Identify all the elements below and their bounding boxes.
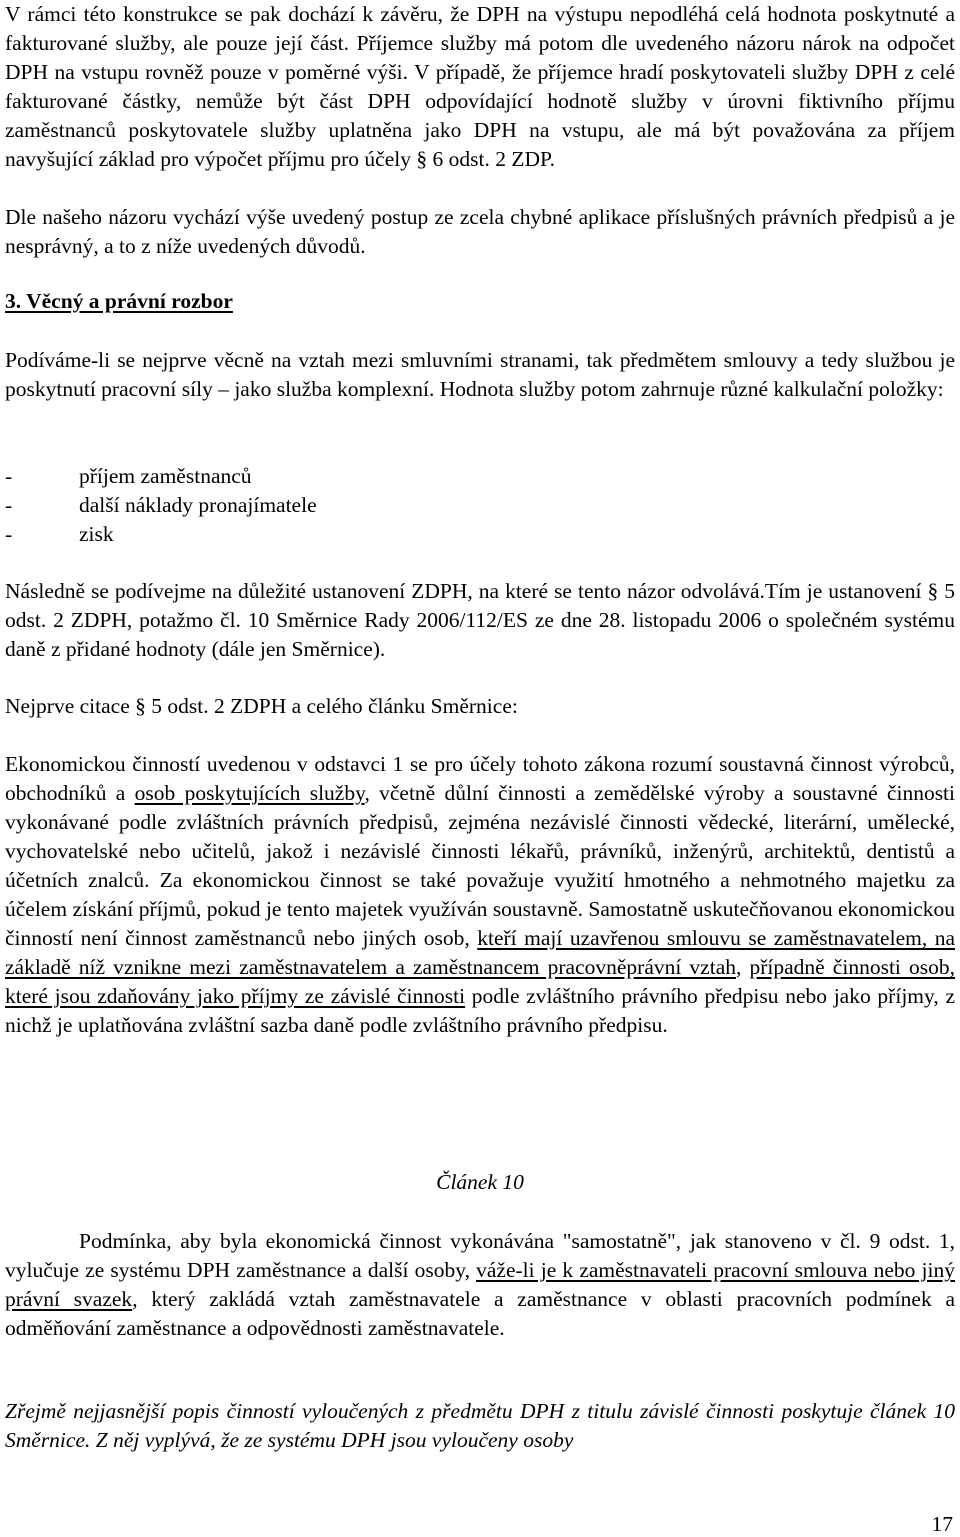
- paragraph-analysis: [5, 346, 955, 404]
- paragraph-law-quote: [5, 750, 955, 1040]
- page-number: 17: [931, 1512, 953, 1536]
- paragraph-citation-intro-text: Nejprve citace § 5 odst. 2 ZDPH a celého článku Směrnice:: [5, 694, 518, 718]
- list-dash: -: [5, 493, 13, 517]
- paragraph-citation-intro: [5, 692, 955, 721]
- list-item: [5, 520, 605, 549]
- list-dash: -: [5, 464, 13, 488]
- paragraph-analysis-text: Podíváme-li se nejprve věcně na vztah mezi smluvními stranami, tak předmětem smlouvy a tedy službou je poskytnutí pracovní síly – jako služba komplexní. Hodnota služby potom zahrnuje různé kalkulační položky:: [5, 348, 955, 401]
- paragraph-conclusion: [5, 1397, 955, 1455]
- law-quote-underline-3: případně činnosti osob, které jsou zdaňovány jako příjmy ze závislé činnosti: [5, 955, 955, 1008]
- article-10-underline: váže-li je k zaměstnavateli pracovní smlouva nebo jiný právní svazek: [5, 1258, 955, 1311]
- paragraph-provision-text: Následně se podívejme na důležité ustanovení ZDPH, na které se tento názor odvolává.Tím je ustanovení § 5 odst. 2 ZDPH, potažmo čl. 10 Směrnice Rady 2006/112/ES ze dne 28. listopadu 2006 o společném systému daně z přidané hodnoty (dále jen Směrnice).: [5, 579, 955, 661]
- law-quote-part-d: podle zvláštního právního předpisu nebo jako příjmy, z nichž je uplatňována zvláštní sazba daně podle zvláštního právního předpisu.: [5, 984, 955, 1037]
- list-item: [5, 462, 605, 491]
- paragraph-opinion-text: Dle našeho názoru vychází výše uvedený postup ze zcela chybné aplikace příslušných právních předpisů a je nesprávný, a to z níže uvedených důvodů.: [5, 205, 955, 258]
- paragraph-article-10: [5, 1227, 955, 1343]
- list-dash: -: [5, 522, 13, 546]
- section-heading: 3. Věcný a právní rozbor: [5, 289, 233, 313]
- list-item: [5, 491, 605, 520]
- article-title: Článek 10: [436, 1170, 524, 1194]
- cost-items-list: [5, 462, 605, 549]
- article-10-part-a: Podmínka, aby byla ekonomická činnost vykonávána "samostatně", jak stanoveno v čl. 9 odst. 1, vylučuje ze systému DPH zaměstnance a další osoby,: [5, 1229, 955, 1282]
- list-item-text: příjem zaměstnanců: [79, 464, 252, 488]
- article-10-part-b: , který zakládá vztah zaměstnavatele a zaměstnance v oblasti pracovních podmínek a odměňování zaměstnance a odpovědnosti zaměstnavatele.: [5, 1287, 956, 1340]
- law-quote-part-b: , včetně důlní činnosti a zemědělské výroby a soustavné činnosti vykonávané podle zvláštních právních předpisů, zejména nezávislé činnosti vědecké, literární, umělecké, vychovatelské nebo učitelů, jakož i nezávislé činnosti lékařů, právníků, inženýrů, architektů, dentistů a účetních znalců. Za ekonomickou činnost se také považuje využití hmotného a nehmotného majetku za účelem získání příjmů, pokud je tento majetek využíván soustavně. Samostatně uskutečňovanou ekonomickou činností není činnost zaměstnanců nebo jiných osob,: [5, 781, 956, 950]
- law-quote-underline-2: kteří mají uzavřenou smlouvu se zaměstnavatelem, na základě níž vznikne mezi zaměstnavatelem a zaměstnancem pracovněprávní vztah: [5, 926, 955, 979]
- paragraph-intro: [5, 0, 955, 174]
- law-quote-underline-1: osob poskytujících služby: [134, 781, 365, 805]
- paragraph-opinion: [5, 203, 955, 261]
- list-item-text: zisk: [79, 522, 114, 546]
- list-item-text: další náklady pronajímatele: [79, 493, 317, 517]
- law-quote-part-a: Ekonomickou činností uvedenou v odstavci 1 se pro účely tohoto zákona rozumí soustavná činnost výrobců, obchodníků a: [5, 752, 955, 805]
- paragraph-intro-text: V rámci této konstrukce se pak dochází k závěru, že DPH na výstupu nepodléhá celá hodnota poskytnuté a fakturované služby, ale pouze její část. Příjemce služby má potom dle uvedeného názoru nárok na odpočet DPH na vstupu rovněž pouze v poměrné výši. V případě, že příjemce hradí poskytovateli služby DPH z celé fakturované částky, nemůže být část DPH odpovídající hodnotě služby v úrovni fiktivního příjmu zaměstnanců poskytovatele služby uplatněna jako DPH na vstupu, ale má být považována za příjem navyšující základ pro výpočet příjmu pro účely § 6 odst. 2 ZDP.: [5, 2, 955, 171]
- paragraph-conclusion-text: Zřejmě nejjasnější popis činností vyloučených z předmětu DPH z titulu závislé činnosti poskytuje článek 10 Směrnice. Z něj vyplývá, že ze systému DPH jsou vyloučeny osoby: [5, 1399, 955, 1452]
- paragraph-provision: [5, 577, 955, 664]
- law-quote-part-c: ,: [736, 955, 750, 979]
